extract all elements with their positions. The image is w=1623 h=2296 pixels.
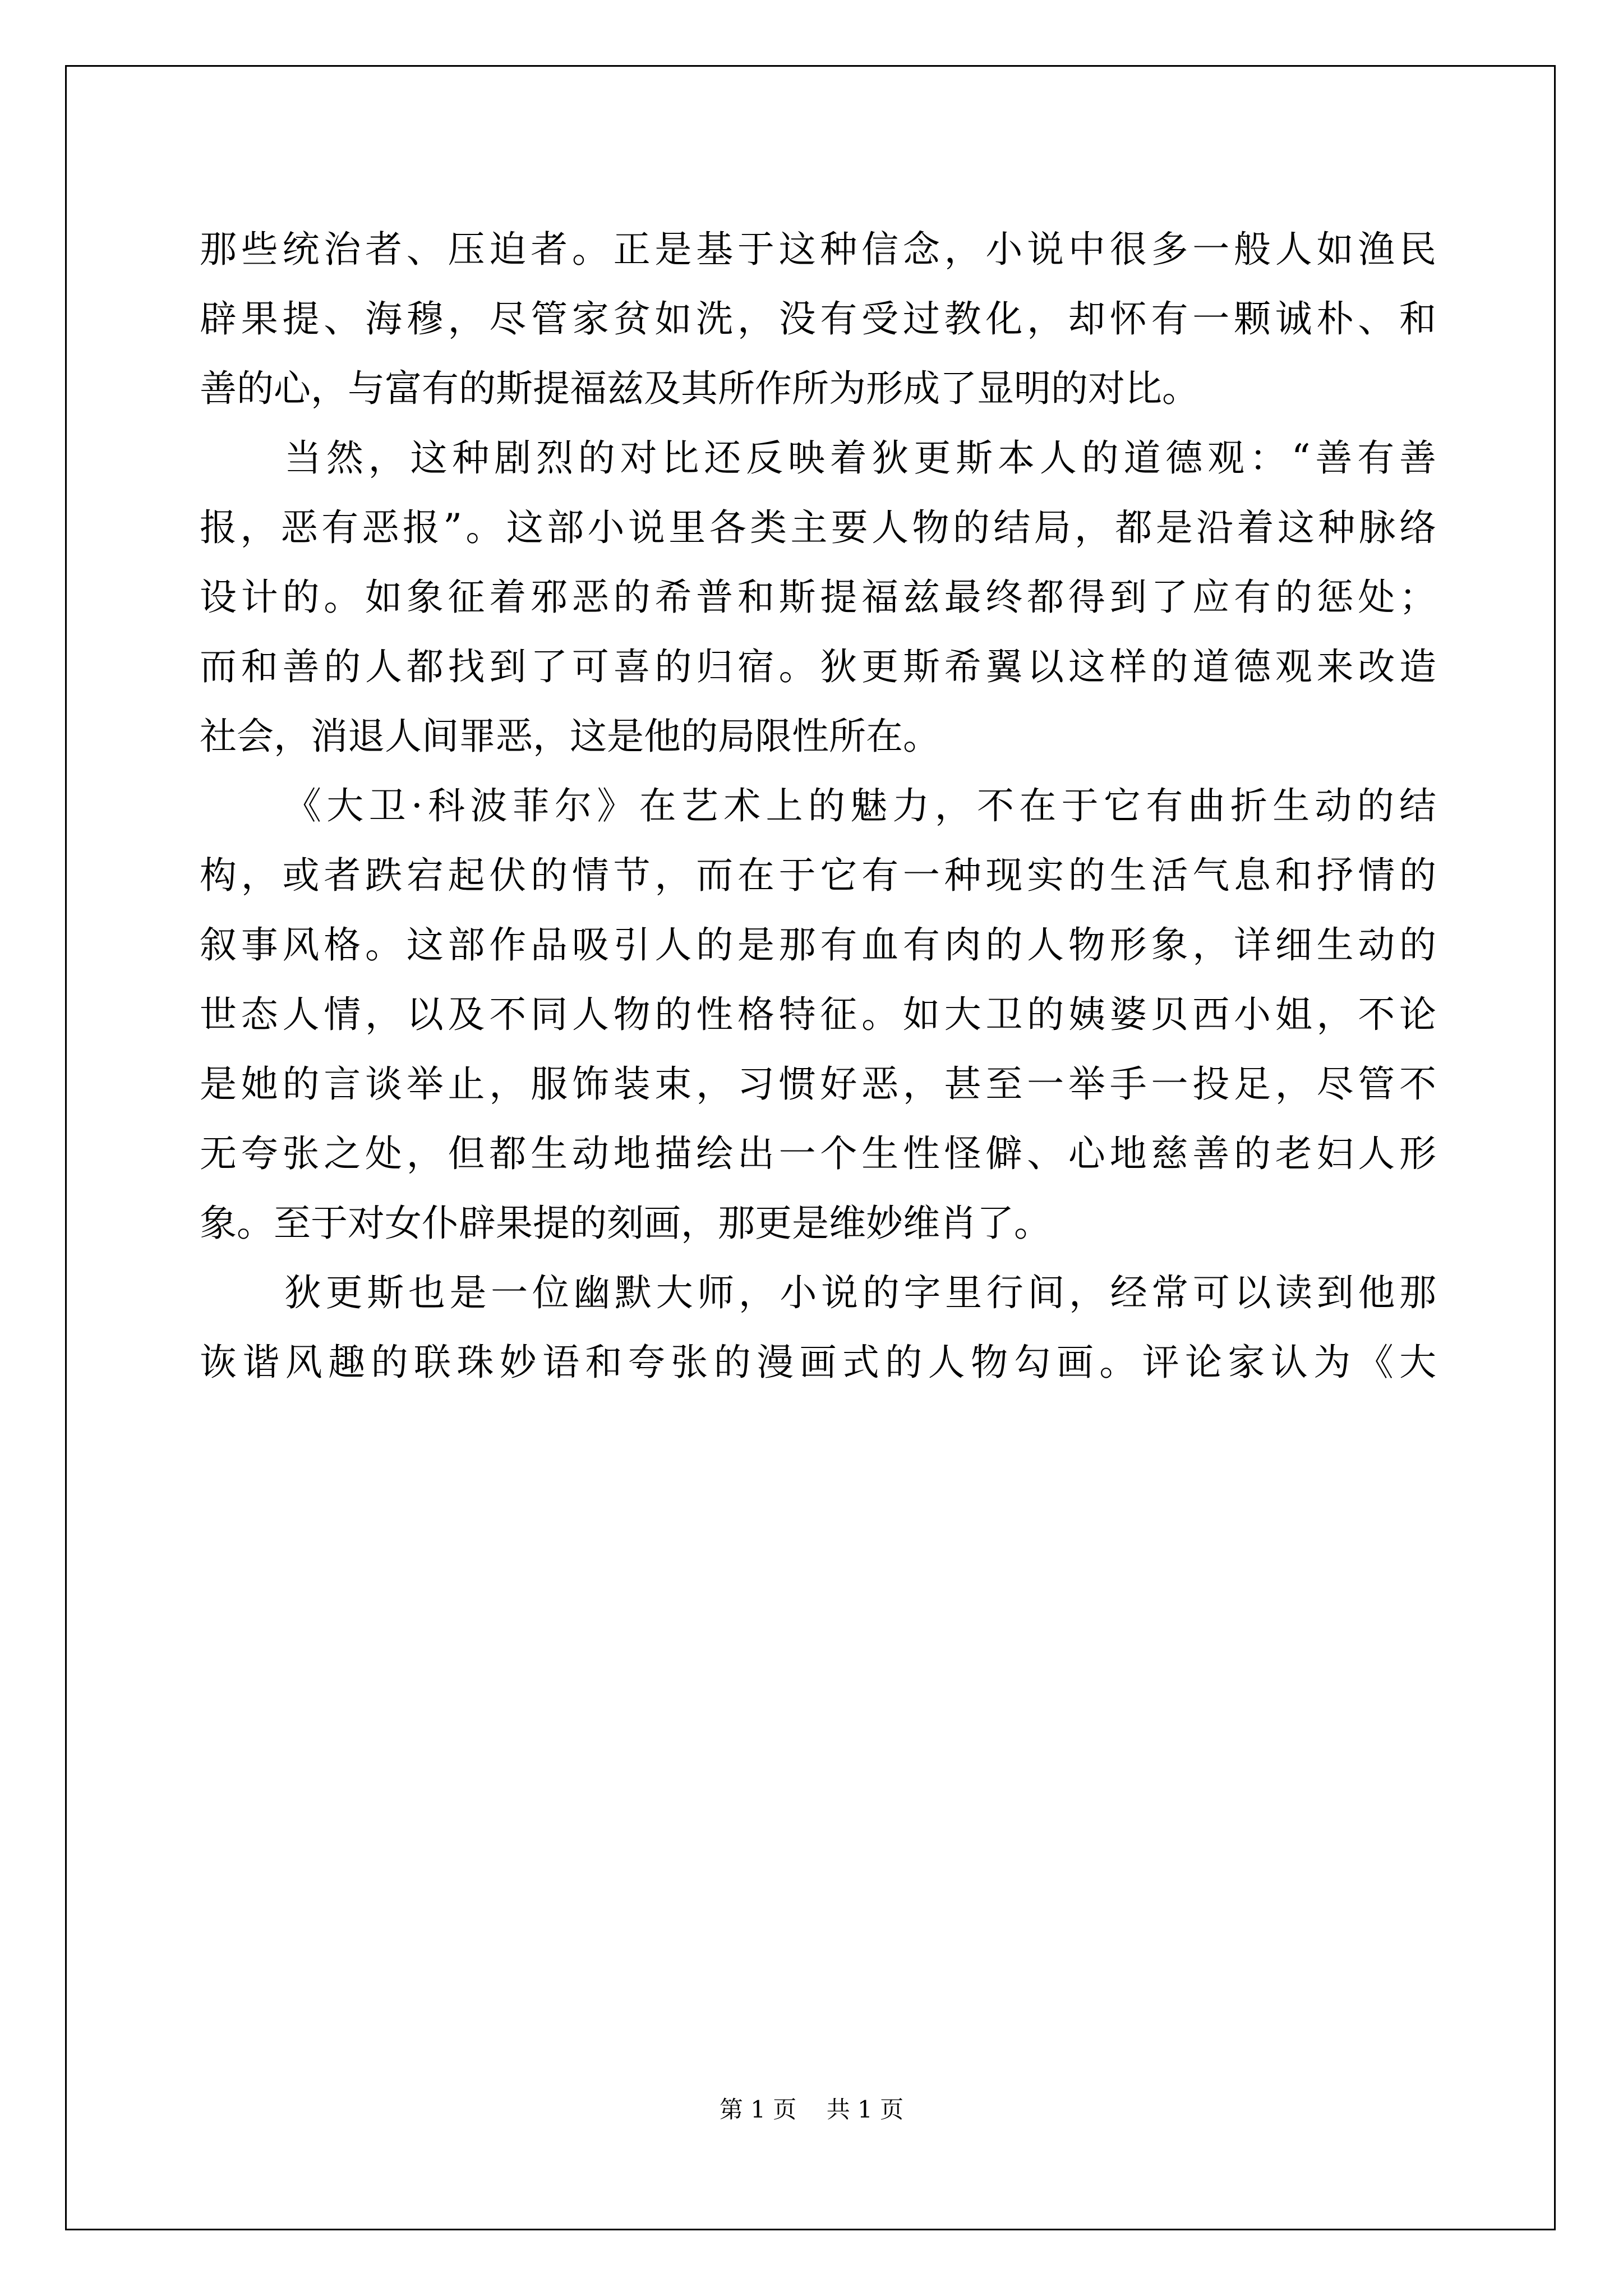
text-line: 当然，这种剧烈的对比还反映着狄更斯本人的道德观：“善有善 [284,436,1436,480]
page-number: 第 1 页 [719,2096,797,2123]
paragraph [200,771,1436,1258]
text-line: 设计的。如象征着邪恶的希普和斯提福兹最终都得到了应有的惩处； [200,576,1436,619]
paragraph [200,1258,1436,1397]
text-line: 象。至于对女仆辟果提的刻画，那更是维妙维肖了。 [200,1202,1051,1245]
text-line: 是她的言谈举止，服饰装束，习惯好恶，甚至一举手一投足，尽管不 [200,1062,1436,1106]
page-total: 共 1 页 [826,2096,904,2123]
text-line: 世态人情，以及不同人物的性格特征。如大卫的姨婆贝西小姐，不论 [200,993,1436,1036]
text-line: 《大卫·科波菲尔》在艺术上的魅力，不在于它有曲折生动的结 [284,784,1436,827]
text-line: 辟果提、海穆，尽管家贫如洗，没有受过教化，却怀有一颗诚朴、和 [200,297,1436,341]
text-line: 而和善的人都找到了可喜的归宿。狄更斯希翼以这样的道德观来改造 [200,645,1436,688]
paragraph [200,424,1436,771]
text-line: 构，或者跌宕起伏的情节，而在于它有一种现实的生活气息和抒情的 [200,854,1436,897]
paragraph [200,215,1436,424]
text-line: 那些统治者、压迫者。正是基于这种信念，小说中很多一般人如渔民 [200,228,1436,271]
text-line: 叙事风格。这部作品吸引人的是那有血有肉的人物形象，详细生动的 [200,923,1436,967]
text-line: 善的心，与富有的斯提福兹及其所作所为形成了显明的对比。 [200,367,1199,410]
text-line: 无夸张之处，但都生动地描绘出一个生性怪僻、心地慈善的老妇人形 [200,1132,1436,1175]
text-line: 社会，消退人间罪恶，这是他的局限性所在。 [200,715,940,758]
page-footer [0,2091,1623,2125]
text-line: 诙谐风趣的联珠妙语和夸张的漫画式的人物勾画。评论家认为《大 [200,1341,1436,1384]
text-line: 报，恶有恶报”。这部小说里各类主要人物的结局，都是沿着这种脉络 [200,506,1436,549]
text-line: 狄更斯也是一位幽默大师，小说的字里行间，经常可以读到他那 [284,1271,1436,1314]
document-body [200,215,1436,1397]
